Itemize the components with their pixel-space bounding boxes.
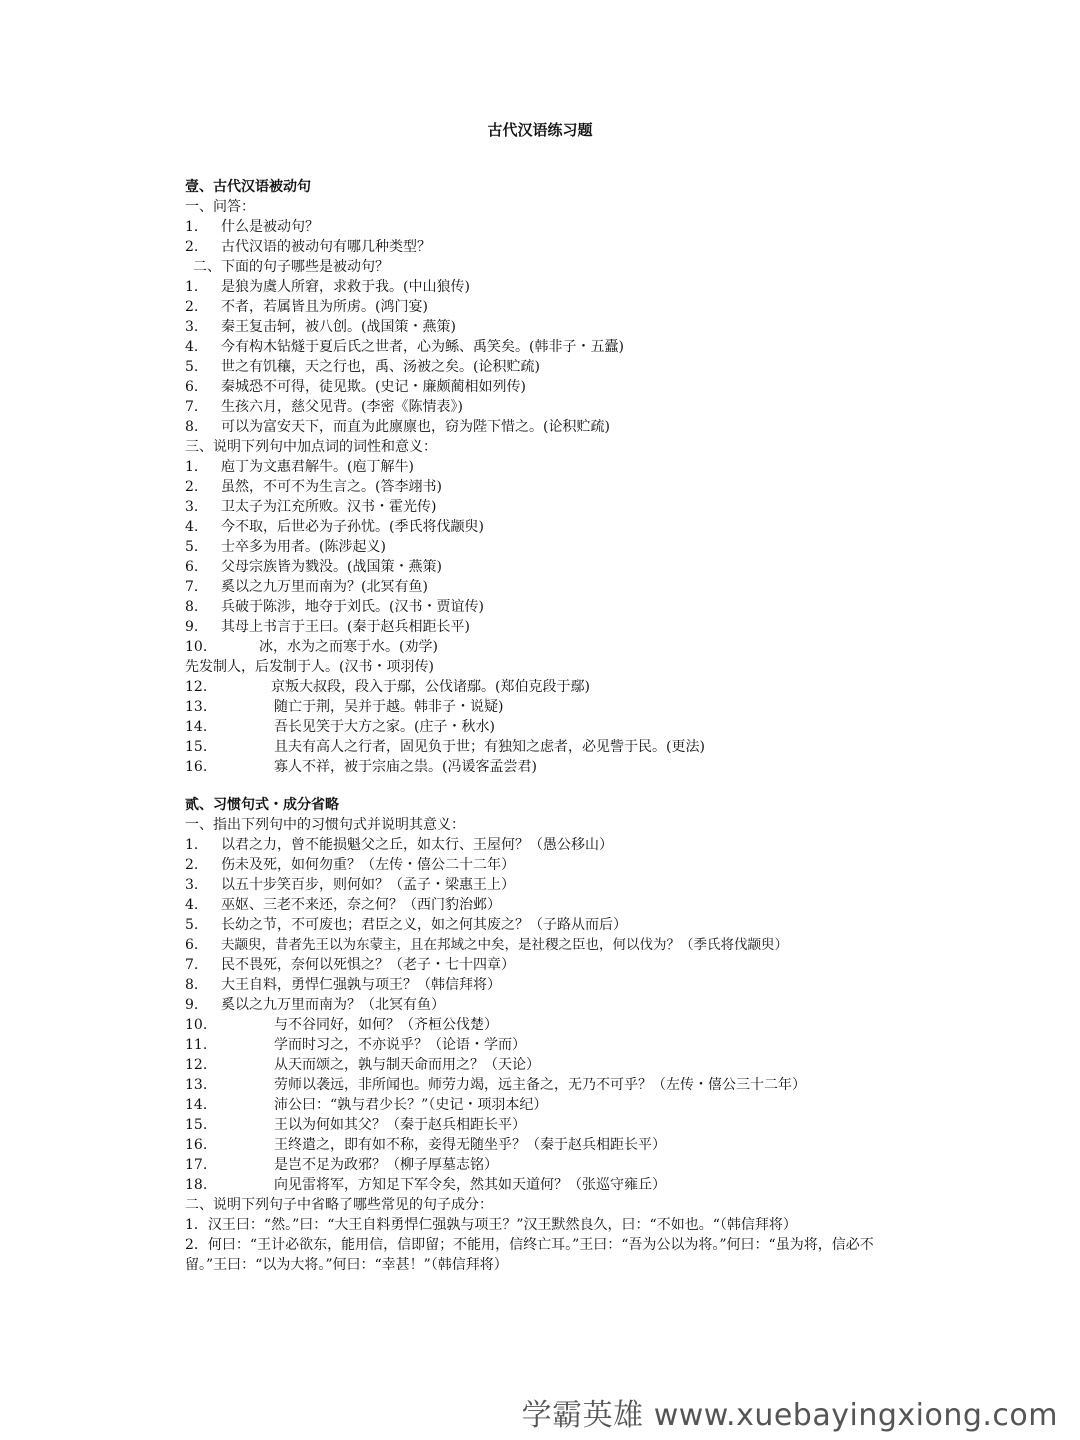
list-item: [185, 417, 905, 437]
section-1-part-1-label: 一、问答：: [185, 199, 255, 215]
item-text: 今有构木钻燧于夏后氏之世者，心为鲧、禹笑矣。(韩非子・五蠹): [221, 339, 624, 355]
item-text: 沛公曰：“孰与君少长？”（史记・项羽本纪）: [274, 1097, 548, 1113]
item-text: 且夫有高人之行者，固见负于世；有独知之虑者，必见訾于民。(更法): [274, 739, 705, 755]
item-text: 从天而颂之，孰与制天命而用之？（天论）: [274, 1057, 540, 1073]
list-item: [185, 377, 905, 397]
item-number: 9.: [185, 619, 199, 635]
item-number: 6.: [185, 937, 199, 953]
item-text: 劳师以袭远，非所闻也。师劳力竭，远主备之，无乃不可乎？（左传・僖公三十二年）: [274, 1077, 806, 1093]
list-item: [185, 1015, 905, 1035]
item-number: 16.: [185, 1137, 208, 1153]
item-number: 7.: [185, 579, 199, 595]
item-text: 士卒多为用者。(陈涉起义): [221, 539, 386, 555]
list-item: [185, 617, 905, 637]
item-number: 2.: [185, 299, 199, 315]
list-item: [185, 1075, 905, 1095]
paragraph: 1．汉王曰：“然。”曰：“大王自料勇悍仁强孰与项王？”汉王默然良久，曰：“不如也。“（韩信拜将）: [185, 1217, 797, 1233]
list-item: [185, 697, 905, 717]
item-number: 5.: [185, 359, 199, 375]
list-item: [185, 1055, 905, 1075]
item-number: 18.: [185, 1177, 208, 1193]
list-item: [185, 1155, 905, 1175]
list-item: [185, 217, 905, 237]
item-text: 其母上书言于王曰。(秦于赵兵相距长平): [221, 619, 470, 635]
list-item: [185, 537, 905, 557]
item-number: 6.: [185, 559, 199, 575]
item-number: 7.: [185, 957, 199, 973]
item-text: 吾长见笑于大方之家。(庄子・秋水): [274, 719, 495, 735]
item-number: 16.: [185, 759, 208, 775]
item-text: 以君之力，曾不能损魁父之丘，如太行、王屋何？（愚公移山）: [221, 837, 613, 853]
item-text: 伤未及死，如何勿重？（左传・僖公二十二年）: [221, 857, 515, 873]
list-item: [185, 477, 905, 497]
item-text: 以五十步笑百步，则何如？（孟子・梁惠王上）: [221, 877, 515, 893]
list-item: [185, 237, 905, 257]
item-number: 1.: [185, 219, 199, 235]
item-number: 8.: [185, 599, 199, 615]
item-text: 奚以之九万里而南为？（北冥有鱼）: [221, 997, 445, 1013]
item-number: 2.: [185, 857, 199, 873]
item-number: 1.: [185, 837, 199, 853]
item-text: 卫太子为江充所败。汉书・霍光传): [221, 499, 437, 515]
item-text: 长幼之节，不可废也；君臣之义，如之何其废之？（子路从而后）: [221, 917, 627, 933]
item-number: 5.: [185, 539, 199, 555]
list-item: [185, 677, 905, 697]
item-text: 不者，若属皆且为所虏。(鸿门宴): [221, 299, 428, 315]
list-item: [185, 855, 905, 875]
item-number: 12.: [185, 1057, 208, 1073]
list-item: [185, 1035, 905, 1055]
list-item: [185, 995, 905, 1015]
item-number: 10.: [185, 1017, 208, 1033]
section-2-heading: 贰、习惯句式・成分省略: [185, 797, 339, 813]
item-number: 13.: [185, 1077, 208, 1093]
item-text: 夫颛臾，昔者先王以为东蒙主，且在邦域之中矣，是社稷之臣也，何以伐为？（季氏将伐颛臾）: [221, 937, 788, 953]
item-number: 15.: [185, 739, 208, 755]
item-number: 4.: [185, 339, 199, 355]
list-item: [185, 1135, 905, 1155]
page-title: 古代汉语练习题: [487, 121, 593, 139]
item-number: 6.: [185, 379, 199, 395]
item-number: 9.: [185, 997, 199, 1013]
item-number: 2.: [185, 239, 199, 255]
list-item: [185, 317, 905, 337]
list-item: [185, 835, 905, 855]
item-number: 8.: [185, 977, 199, 993]
list-item: [185, 975, 905, 995]
item-number: 4.: [185, 897, 199, 913]
item-text: 是岂不足为政邪？（柳子厚墓志铭）: [274, 1157, 498, 1173]
list-item: [185, 935, 905, 955]
item-text: 京叛大叔段，段入于鄢，公伐诸鄢。(郑伯克段于鄢): [271, 679, 590, 695]
item-text: 冰，水为之而寒于水。(劝学): [259, 639, 438, 655]
item-text: 庖丁为文惠君解牛。(庖丁解牛): [221, 459, 414, 475]
item-number: 4.: [185, 519, 199, 535]
item-text: 王终遣之，即有如不称，妾得无随坐乎？（秦于赵兵相距长平）: [274, 1137, 666, 1153]
list-item: [185, 277, 905, 297]
list-item: [185, 1095, 905, 1115]
item-text: 生孩六月，慈父见背。(李密《陈情表》): [221, 399, 463, 415]
item-text: 秦城恐不可得，徒见欺。(史记・廉颇蔺相如列传): [221, 379, 526, 395]
item-number: 2.: [185, 479, 199, 495]
list-item: [185, 637, 905, 657]
list-item: [185, 557, 905, 577]
paragraph: 2．何曰：“王计必欲东，能用信，信即留；不能用，信终亡耳。”王曰：“吾为公以为将。”何曰：“虽为将，信必不留。”王曰：“以为大将。”何曰：“幸甚！”（韩信拜将）: [185, 1237, 874, 1273]
item-text: 巫妪、三老不来还，奈之何？（西门豹治邺）: [221, 897, 501, 913]
section-1-heading: 壹、古代汉语被动句: [185, 179, 311, 195]
list-item: [185, 337, 905, 357]
list-item: [185, 577, 905, 597]
item-number: 7.: [185, 399, 199, 415]
item-text: 与不谷同好，如何？（齐桓公伐楚）: [274, 1017, 498, 1033]
item-text: 王以为何如其父？（秦于赵兵相距长平）: [274, 1117, 526, 1133]
watermark: 学霸英雄 www.xuebayingxiong.com: [521, 1398, 1058, 1433]
item-text: 是狼为虞人所窘，求救于我。(中山狼传): [221, 279, 470, 295]
item-text: 父母宗族皆为戮没。(战国策・燕策): [221, 559, 442, 575]
item-text: 大王自料，勇悍仁强孰与项王？（韩信拜将）: [221, 977, 501, 993]
item-text: 可以为富安天下，而直为此廪廪也，窃为陛下惜之。(论积贮疏): [221, 419, 610, 435]
item-number: 14.: [185, 1097, 208, 1113]
item-number: 1.: [185, 279, 199, 295]
item-text: 今不取，后世必为子孙忧。(季氏将伐颛臾): [221, 519, 484, 535]
item-number: 15.: [185, 1117, 208, 1133]
unnumbered-item: 先发制人，后发制于人。(汉书・项羽传): [185, 659, 434, 675]
list-item: [185, 297, 905, 317]
list-item: [185, 955, 905, 975]
item-text: 虽然，不可不为生言之。(答李翊书): [221, 479, 442, 495]
item-number: 12.: [185, 679, 208, 695]
list-item: [185, 895, 905, 915]
item-number: 17.: [185, 1157, 208, 1173]
list-item: [185, 717, 905, 737]
item-number: 10.: [185, 639, 208, 655]
item-text: 古代汉语的被动句有哪几种类型？: [221, 239, 431, 255]
item-text: 世之有饥穰，天之行也，禹、汤被之矣。(论积贮疏): [221, 359, 540, 375]
list-item: [185, 875, 905, 895]
list-item: [185, 737, 905, 757]
section-2-part-1-label: 一、指出下列句中的习惯句式并说明其意义：: [185, 817, 465, 833]
item-number: 3.: [185, 499, 199, 515]
document-body: [185, 177, 905, 1275]
list-item: [185, 915, 905, 935]
section-1-part-2-label: 二、下面的句子哪些是被动句？: [193, 259, 389, 275]
item-text: 兵破于陈涉，地夺于刘氏。(汉书・贾谊传): [221, 599, 484, 615]
list-item: [185, 457, 905, 477]
item-text: 民不畏死，奈何以死惧之？（老子・七十四章）: [221, 957, 515, 973]
item-text: 学而时习之，不亦说乎？（论语・学而）: [274, 1037, 526, 1053]
item-text: 秦王复击轲，被八创。(战国策・燕策): [221, 319, 456, 335]
list-item: [185, 397, 905, 417]
list-item: [185, 1175, 905, 1195]
item-text: 寡人不祥，被于宗庙之祟。(冯谖客孟尝君): [274, 759, 537, 775]
item-text: 奚以之九万里而南为？(北冥有鱼): [221, 579, 428, 595]
item-number: 5.: [185, 917, 199, 933]
list-item: [185, 357, 905, 377]
item-number: 3.: [185, 319, 199, 335]
item-number: 11.: [185, 1037, 208, 1053]
item-text: 随亡于荆，吴并于越。韩非子・说疑): [274, 699, 504, 715]
item-number: 8.: [185, 419, 199, 435]
item-number: 3.: [185, 877, 199, 893]
section-2-part-2-label: 二、说明下列句子中省略了哪些常见的句子成分：: [185, 1197, 493, 1213]
list-item: [185, 757, 905, 777]
list-item: [185, 497, 905, 517]
item-text: 向见雷将军，方知足下军令矣，然其如天道何？（张巡守雍丘）: [274, 1177, 666, 1193]
list-item: [185, 517, 905, 537]
section-1-part-3-label: 三、说明下列句中加点词的词性和意义：: [185, 439, 437, 455]
list-item: [185, 597, 905, 617]
item-number: 13.: [185, 699, 208, 715]
item-text: 什么是被动句？: [221, 219, 319, 235]
item-number: 1.: [185, 459, 199, 475]
list-item: [185, 1115, 905, 1135]
item-number: 14.: [185, 719, 208, 735]
